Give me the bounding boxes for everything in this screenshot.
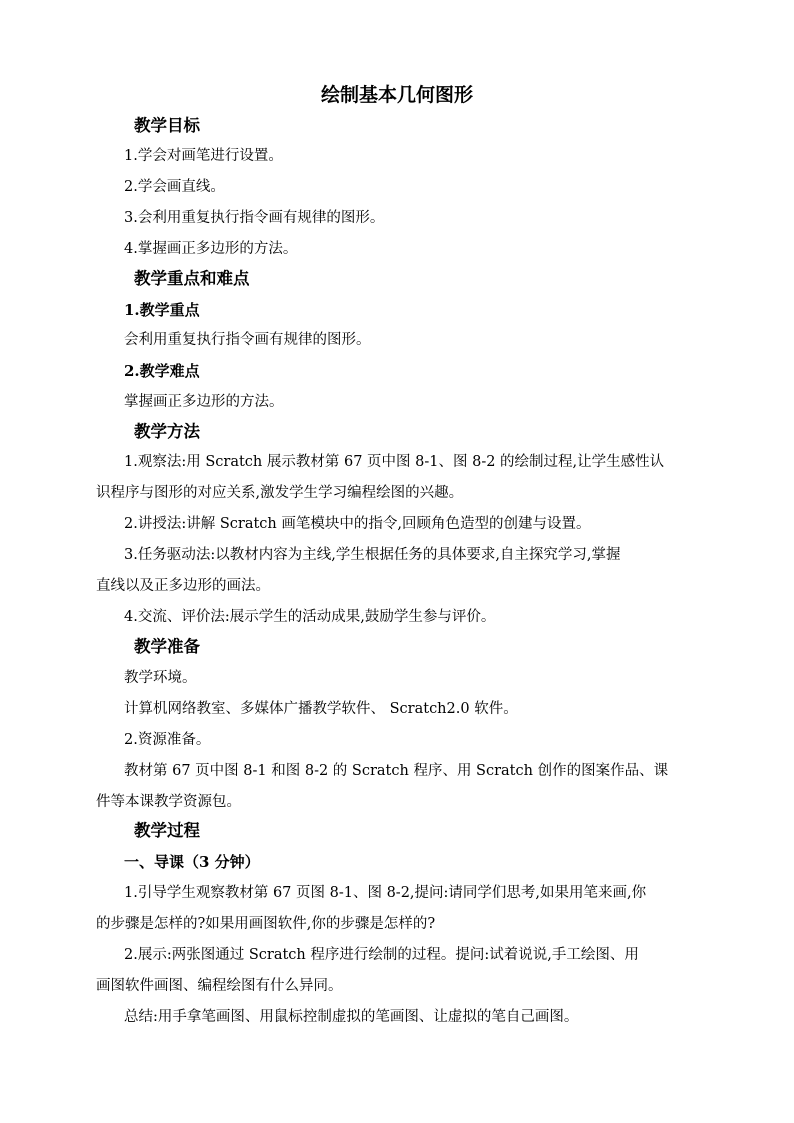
paragraph-line: 教材第 67 页中图 8-1 和图 8-2 的 Scratch 程序、用 Scratch 创作的图案作品、课 [124,763,669,779]
paragraph-line: 总结:用手拿笔画图、用鼠标控制虚拟的笔画图、让虚拟的笔自己画图。 [124,1009,579,1025]
paragraph: 会利用重复执行指令画有规律的图形。 [124,332,371,348]
section-heading-preparation: 教学准备 [134,637,200,656]
subheading-key-point: 1.教学重点 [124,301,200,319]
page-title: 绘制基本几何图形 [320,84,473,106]
paragraph: 掌握画正多边形的方法。 [124,394,284,410]
paragraph-line: 4.交流、评价法:展示学生的活动成果,鼓励学生参与评价。 [124,609,496,625]
paragraph-line: 件等本课教学资源包。 [96,794,241,810]
section-heading-key-points: 教学重点和难点 [134,269,250,288]
objective-item: 4.掌握画正多边形的方法。 [124,241,298,257]
objective-item: 2.学会画直线。 [124,179,225,195]
paragraph-line: 1.引导学生观察教材第 67 页图 8-1、图 8-2,提问:请同学们思考,如果用笔来画,你 [124,885,647,901]
paragraph-line: 1.观察法:用 Scratch 展示教材第 67 页中图 8-1、图 8-2 的绘制过程,让学生感性认 [124,454,665,470]
objective-item: 1.学会对画笔进行设置。 [124,148,283,164]
paragraph-line: 的步骤是怎样的?如果用画图软件,你的步骤是怎样的? [96,916,436,932]
section-heading-methods: 教学方法 [134,422,200,441]
section-heading-process: 教学过程 [134,821,200,840]
paragraph-line: 识程序与图形的对应关系,激发学生学习编程绘图的兴趣。 [96,485,464,501]
subheading-intro: 一、导课（3 分钟） [124,853,260,871]
paragraph-line: 计算机网络教室、多媒体广播教学软件、 Scratch2.0 软件。 [124,701,518,717]
paragraph-line: 直线以及正多边形的画法。 [96,578,270,594]
subheading-difficulty: 2.教学难点 [124,362,200,380]
paragraph-line: 2.讲授法:讲解 Scratch 画笔模块中的指令,回顾角色造型的创建与设置。 [124,516,591,532]
paragraph-line: 教学环境。 [124,670,197,686]
objective-item: 3.会利用重复执行指令画有规律的图形。 [124,210,385,226]
paragraph-line: 画图软件画图、编程绘图有什么异同。 [96,978,343,994]
section-heading-objectives: 教学目标 [134,116,200,135]
paragraph-line: 2.资源准备。 [124,732,211,748]
paragraph-line: 3.任务驱动法:以教材内容为主线,学生根据任务的具体要求,自主探究学习,掌握 [124,547,621,563]
paragraph-line: 2.展示:两张图通过 Scratch 程序进行绘制的过程。提问:试着说说,手工绘图、用 [124,947,639,963]
